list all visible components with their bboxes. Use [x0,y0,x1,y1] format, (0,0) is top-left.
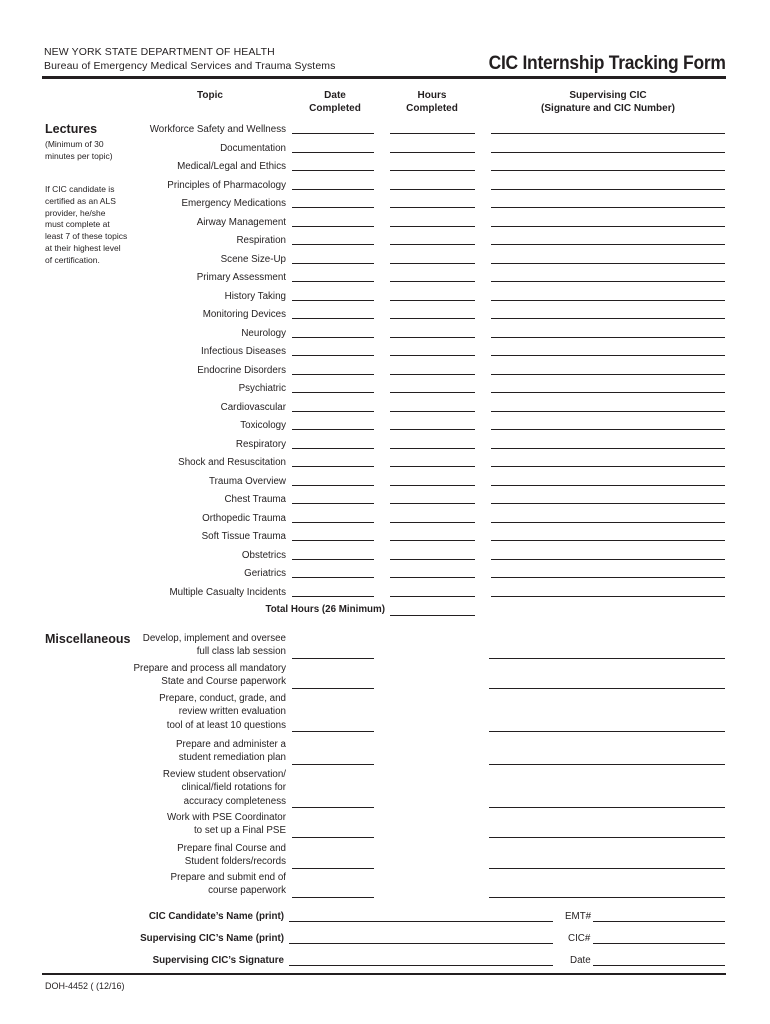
supervising-cic-line[interactable] [491,596,725,597]
date-completed-line[interactable] [292,189,374,190]
date-completed-line[interactable] [292,318,374,319]
date-completed-line[interactable] [292,577,374,578]
lectures-minimum-note: (Minimum of 30 minutes per topic) [45,139,113,161]
hours-completed-line[interactable] [390,503,475,504]
supervisor-name-label: Supervising CIC’s Name (print) [140,933,284,944]
lecture-topic-label: Orthopedic Trauma [202,512,286,524]
misc-date-line[interactable] [292,688,374,689]
miscellaneous-section-title: Miscellaneous [45,632,131,646]
hours-completed-line[interactable] [390,189,475,190]
date-header-line2: Completed [309,103,361,114]
date-completed-line[interactable] [292,281,374,282]
hours-header-line2: Completed [406,103,458,114]
candidate-name-label: CIC Candidate’s Name (print) [148,911,284,922]
hours-completed-line[interactable] [390,540,475,541]
hours-completed-line[interactable] [390,300,475,301]
lectures-section-title: Lectures [45,122,98,136]
supervising-cic-line[interactable] [491,392,725,393]
misc-date-line[interactable] [292,897,374,898]
supervising-cic-line[interactable] [491,152,725,153]
hours-completed-line[interactable] [390,244,475,245]
date-completed-line[interactable] [292,503,374,504]
misc-task-label: Develop, implement and oversee full class lab session [142,633,286,658]
hours-completed-line[interactable] [390,522,475,523]
candidate-name-line[interactable] [289,921,553,922]
supervising-cic-line[interactable] [491,281,725,282]
lecture-topic-label: Trauma Overview [209,475,286,487]
lecture-topic-label: Emergency Medications [181,198,286,209]
supervising-cic-line[interactable] [491,411,725,412]
supervising-cic-line[interactable] [491,485,725,486]
hours-completed-line[interactable] [390,485,475,486]
misc-supervising-line[interactable] [489,807,725,808]
hours-completed-line[interactable] [390,133,475,134]
date-completed-line[interactable] [292,559,374,560]
lecture-topic-label: Chest Trauma [224,494,286,505]
misc-supervising-line[interactable] [489,837,725,838]
date-completed-line[interactable] [292,263,374,264]
supervising-header-line1: Supervising CIC [569,90,647,101]
emt-number-line[interactable] [593,921,725,922]
date-header-line1: Date [324,90,346,101]
lecture-topic-label: Toxicology [240,420,286,431]
date-completed-line[interactable] [292,207,374,208]
emt-number-label: EMT# [565,911,592,922]
total-hours-line[interactable] [390,615,475,616]
lecture-topic-label: Medical/Legal and Ethics [177,161,286,172]
supervisor-signature-label: Supervising CIC’s Signature [152,955,284,966]
hours-completed-line[interactable] [390,466,475,467]
hours-completed-line[interactable] [390,392,475,393]
supervising-cic-line[interactable] [491,337,725,338]
lecture-topic-label: Obstetrics [241,549,286,561]
lecture-topic-label: Respiration [236,235,286,246]
total-hours-label: Total Hours (26 Minimum) [265,604,385,615]
form-number: DOH-4452 ( (12/16) [45,981,125,991]
supervising-cic-line[interactable] [491,559,725,560]
misc-supervising-line[interactable] [489,731,725,732]
supervising-column-header [520,89,696,115]
date-completed-line[interactable] [292,226,374,227]
supervising-cic-line[interactable] [491,429,725,430]
hours-completed-line[interactable] [390,226,475,227]
supervising-cic-line[interactable] [491,189,725,190]
date-completed-line[interactable] [292,152,374,153]
misc-date-line[interactable] [292,658,374,659]
date-completed-line[interactable] [292,355,374,356]
cic-number-line[interactable] [593,943,725,944]
signature-date-line[interactable] [593,965,725,966]
supervising-cic-line[interactable] [491,577,725,578]
misc-task-label: Work with PSE Coordinator to set up a Final PSE [166,812,286,837]
date-label: Date [570,955,591,966]
misc-task-label: Prepare and administer a student remediation plan [175,739,286,764]
hours-completed-line[interactable] [390,559,475,560]
hours-completed-line[interactable] [390,263,475,264]
misc-date-line[interactable] [292,764,374,765]
hours-completed-line[interactable] [390,281,475,282]
supervising-cic-line[interactable] [491,522,725,523]
hours-completed-line[interactable] [390,152,475,153]
lecture-topic-label: Cardiovascular [220,401,286,413]
lecture-topic-label: Monitoring Devices [202,309,286,320]
date-completed-line[interactable] [292,411,374,412]
lecture-topic-label: Airway Management [196,216,286,228]
lecture-topic-label: Workforce Safety and Wellness [149,124,286,135]
hours-completed-line[interactable] [390,337,475,338]
misc-task-label: Prepare, conduct, grade, and review written evaluation tool of at least 10 questions [159,693,286,731]
hours-completed-line[interactable] [390,577,475,578]
supervising-cic-line[interactable] [491,244,725,245]
supervising-header-line2: (Signature and CIC Number) [541,103,675,114]
lecture-topic-label: Primary Assessment [196,272,286,283]
supervising-cic-line[interactable] [491,300,725,301]
form-title: CIC Internship Tracking Form [488,53,726,74]
misc-date-line[interactable] [292,731,374,732]
topic-column-header [180,89,240,102]
lecture-topic-label: History Taking [224,290,286,302]
supervisor-name-line[interactable] [289,943,553,944]
supervising-cic-line[interactable] [491,226,725,227]
date-completed-line[interactable] [292,448,374,449]
hours-completed-line[interactable] [390,170,475,171]
agency-name: NEW YORK STATE DEPARTMENT OF HEALTH [44,46,275,58]
header-rule [42,76,726,79]
lecture-topic-label: Infectious Diseases [201,346,286,357]
date-completed-line[interactable] [292,170,374,171]
hours-completed-line[interactable] [390,355,475,356]
hours-completed-line[interactable] [390,207,475,208]
footer-rule [42,973,726,975]
hours-header-line1: Hours [417,90,447,101]
misc-task-label: Prepare and submit end of course paperwork [170,872,286,897]
date-completed-line[interactable] [292,244,374,245]
hours-completed-line[interactable] [390,448,475,449]
date-completed-line[interactable] [292,466,374,467]
date-completed-line[interactable] [292,540,374,541]
lecture-topic-label: Scene Size-Up [220,253,286,265]
misc-task-label: Prepare and process all mandatory State and Course paperwork [133,663,286,688]
als-provider-note: If CIC candidate is certified as an ALS provider, he/she must complete at least 7 of these topics at their highest level of certification. [45,184,128,265]
misc-supervising-line[interactable] [489,764,725,765]
cic-number-label: CIC# [568,933,591,944]
agency-header [44,45,335,73]
date-completed-line[interactable] [292,596,374,597]
supervising-cic-line[interactable] [491,466,725,467]
supervising-cic-line[interactable] [491,374,725,375]
hours-completed-line[interactable] [390,318,475,319]
supervising-cic-line[interactable] [491,448,725,449]
date-completed-line[interactable] [292,337,374,338]
misc-date-line[interactable] [292,837,374,838]
hours-completed-line[interactable] [390,429,475,430]
date-completed-line[interactable] [292,522,374,523]
date-completed-line[interactable] [292,485,374,486]
date-completed-line[interactable] [292,392,374,393]
date-column-header [295,89,375,115]
lecture-topic-label: Psychiatric [238,383,286,394]
topic-header-label: Topic [197,90,223,101]
supervising-cic-line[interactable] [491,503,725,504]
supervising-cic-line[interactable] [491,170,725,171]
lecture-topic-label: Shock and Resuscitation [178,457,286,468]
lecture-topic-label: Multiple Casualty Incidents [169,586,286,598]
lecture-topic-label: Endocrine Disorders [197,364,286,376]
lecture-topic-label: Geriatrics [244,568,286,579]
supervising-cic-line[interactable] [491,355,725,356]
misc-date-line[interactable] [292,807,374,808]
date-completed-line[interactable] [292,300,374,301]
date-completed-line[interactable] [292,133,374,134]
misc-task-label: Review student observation/ clinical/field rotations for accuracy completeness [162,769,286,807]
date-completed-line[interactable] [292,429,374,430]
misc-supervising-line[interactable] [489,868,725,869]
lecture-topic-label: Documentation [220,142,286,154]
lecture-topic-label: Neurology [241,327,286,339]
misc-supervising-line[interactable] [489,658,725,659]
date-completed-line[interactable] [292,374,374,375]
supervisor-signature-line[interactable] [289,965,553,966]
misc-task-label: Prepare final Course and Student folders/records [177,843,286,868]
supervising-cic-line[interactable] [491,133,725,134]
hours-completed-line[interactable] [390,596,475,597]
supervising-cic-line[interactable] [491,263,725,264]
lecture-topic-label: Respiratory [235,438,286,450]
hours-completed-line[interactable] [390,411,475,412]
bureau-name: Bureau of Emergency Medical Services and Trauma Systems [44,60,336,72]
lecture-topic-label: Soft Tissue Trauma [201,531,286,542]
hours-column-header [392,89,472,115]
lecture-topic-label: Principles of Pharmacology [167,179,286,191]
misc-date-line[interactable] [292,868,374,869]
hours-completed-line[interactable] [390,374,475,375]
misc-supervising-line[interactable] [489,688,725,689]
misc-supervising-line[interactable] [489,897,725,898]
supervising-cic-line[interactable] [491,318,725,319]
supervising-cic-line[interactable] [491,207,725,208]
supervising-cic-line[interactable] [491,540,725,541]
